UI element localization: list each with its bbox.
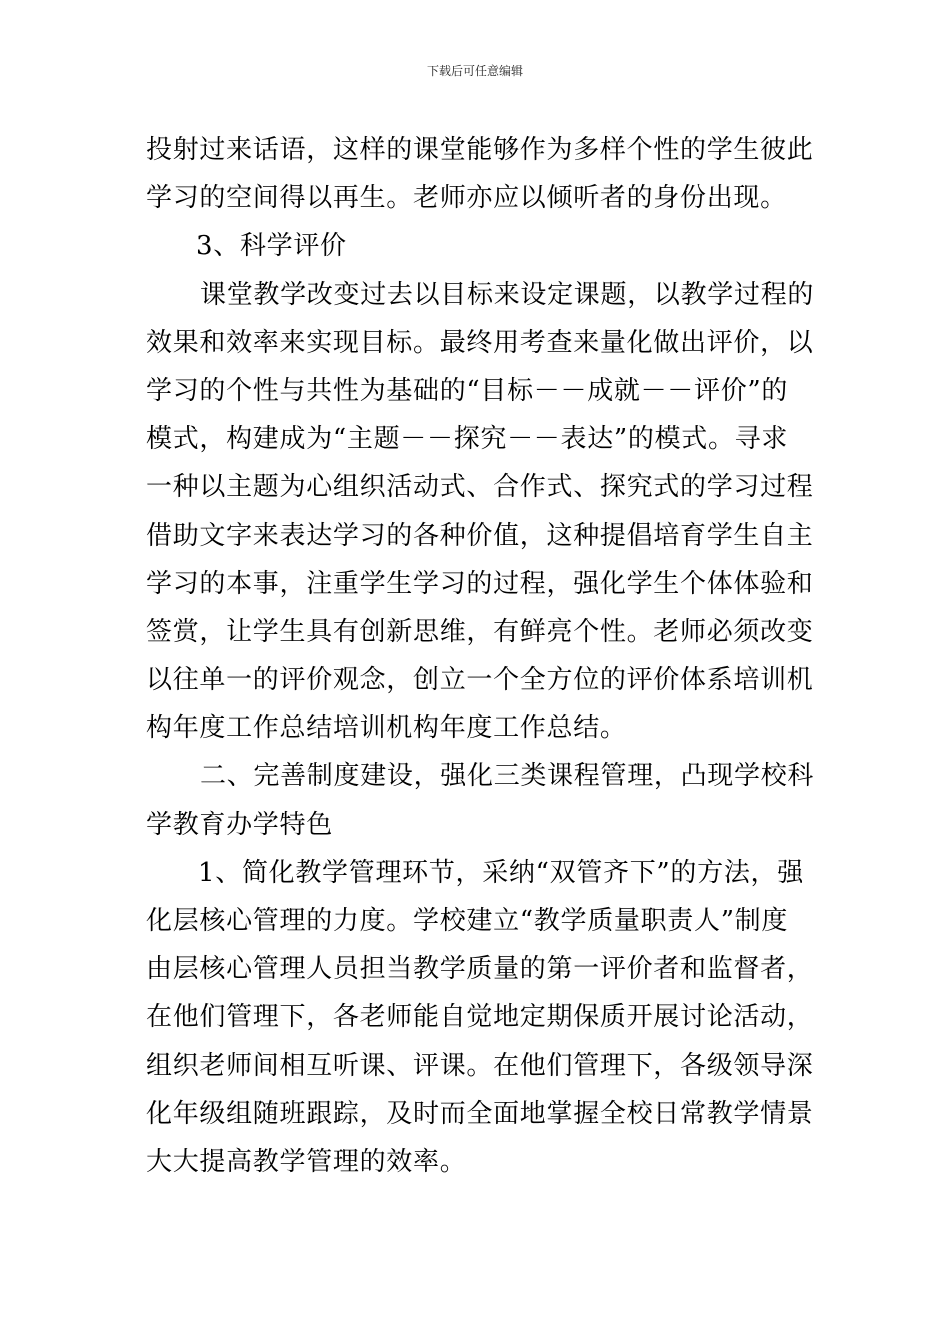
text-line: 借助文字来表达学习的各种价值，这种提倡培育学生自主: [146, 520, 814, 551]
text-line: 一种以主题为心组织活动式、合作式、探究式的学习过程: [146, 472, 814, 503]
text-line: 课堂教学改变过去以目标来设定课题，以教学过程的: [200, 279, 815, 310]
text-line: 由层核心管理人员担当教学质量的第一评价者和监督者，: [146, 954, 814, 985]
text-line: 以往单一的评价观念，创立一个全方位的评价体系培训机: [146, 665, 814, 696]
text-line: 在他们管理下，各老师能自觉地定期保质开展讨论活动，: [146, 1002, 814, 1033]
text-line: 学习的个性与共性为基础的“目标－－成就－－评价”的: [146, 375, 789, 406]
text-line: 学教育办学特色: [146, 809, 333, 840]
text-line: 签赏，让学生具有创新思维，有鲜亮个性。老师必须改变: [146, 616, 814, 647]
text-line: 学习的空间得以再生。老师亦应以倾听者的身份出现。: [146, 183, 787, 214]
text-line: 化层核心管理的力度。学校建立“教学质量职责人”制度: [146, 906, 789, 936]
text-line: 化年级组随班跟踪，及时而全面地掌握全校日常教学情景: [146, 1098, 814, 1129]
text-line: 构年度工作总结培训机构年度工作总结。: [146, 713, 627, 744]
document-body: [146, 126, 826, 1186]
text-line: 大大提高教学管理的效率。: [146, 1146, 467, 1177]
text-line: 投射过来话语，这样的课堂能够作为多样个性的学生彼此: [146, 135, 814, 165]
text-line: 3、科学评价: [196, 231, 347, 262]
text-line: 组织老师间相互听课、评课。在他们管理下，各级领导深: [146, 1050, 814, 1081]
text-line: 学习的本事，注重学生学习的过程，强化学生个体体验和: [146, 568, 814, 599]
page-header: 下载后可任意编辑: [426, 64, 523, 78]
text-line: 1、简化教学管理环节，采纳“双管齐下”的方法，强: [198, 857, 804, 888]
text-line: 二、完善制度建设，强化三类课程管理，凸现学校科: [200, 761, 815, 792]
text-line: 模式，构建成为“主题－－探究－－表达”的模式。寻求: [146, 424, 789, 455]
text-line: 效果和效率来实现目标。最终用考查来量化做出评价，以: [146, 327, 814, 358]
